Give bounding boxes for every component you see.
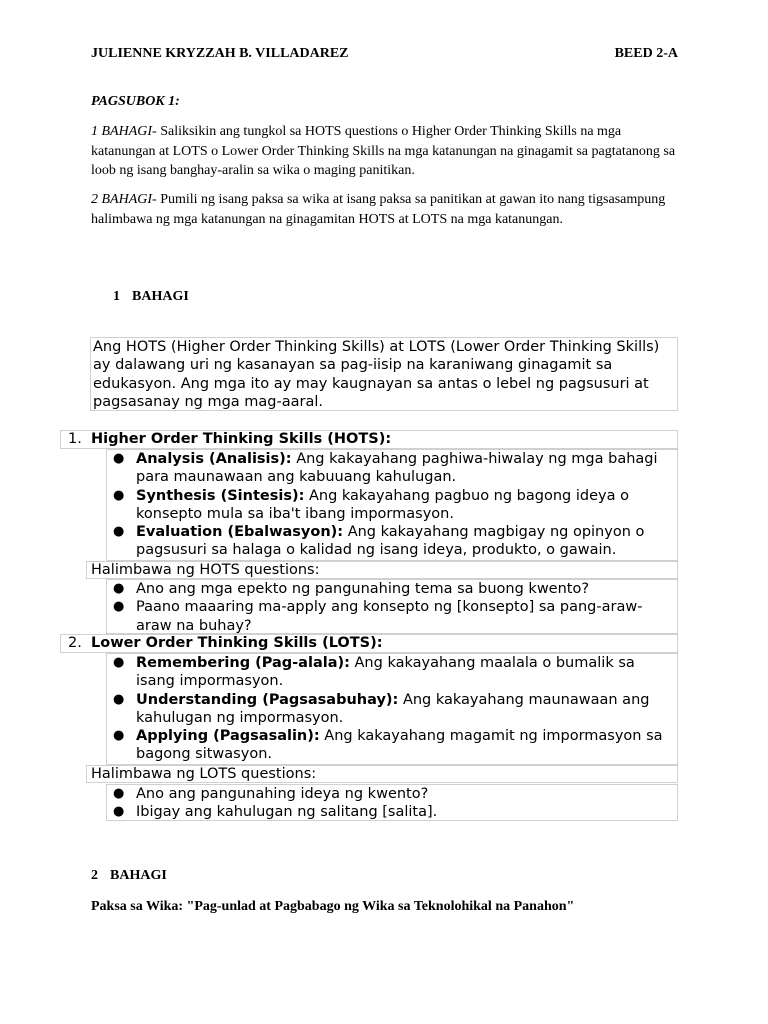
- section-1-number: 1: [113, 289, 120, 304]
- hots-number: 1.: [68, 431, 82, 447]
- list-item: [107, 803, 677, 821]
- skill-term: Applying (Pagsasalin):: [136, 728, 320, 745]
- skill-desc: Ang kakayahang maunawaan ang kahulugan ng impormasyon.: [136, 691, 650, 726]
- bullet-icon: ●: [113, 804, 125, 820]
- lots-number: 2.: [68, 635, 82, 651]
- section-2-heading: [91, 868, 167, 884]
- section-2-title: BAHAGI: [110, 868, 167, 883]
- skill-term: Understanding (Pagsasabuhay):: [136, 691, 399, 708]
- bullet-icon: ●: [113, 581, 125, 596]
- bullet-icon: ●: [113, 728, 125, 744]
- document-header: [91, 46, 678, 62]
- lots-heading: [60, 634, 678, 653]
- lots-examples-label: Halimbawa ng LOTS questions:: [86, 765, 678, 783]
- bullet-icon: ●: [113, 599, 125, 615]
- bullet-icon: ●: [113, 451, 125, 466]
- instruction-1-text: - Saliksikin ang tungkol sa HOTS questions o Higher Order Thinking Skills na mga katanungan at LOTS o Lower Order Thinking Skills na mga katanungan na ginagamit sa pagtatanong sa loob ng isang banghay-aralin sa wika o maging panitikan.: [91, 124, 676, 178]
- skill-term: Synthesis (Sintesis):: [136, 487, 305, 504]
- list-item: [107, 487, 677, 524]
- hots-example-list: [106, 579, 678, 634]
- list-item: [107, 598, 677, 635]
- list-item: [107, 523, 677, 560]
- example-question: Paano maaaring ma-apply ang konsepto ng [konsepto] sa pang-araw-araw na buhay?: [136, 599, 643, 634]
- section-1-heading: [113, 289, 189, 305]
- list-item: [107, 691, 677, 728]
- list-item: [107, 580, 677, 598]
- list-item: [107, 785, 677, 803]
- intro-paragraph: Ang HOTS (Higher Order Thinking Skills) at LOTS (Lower Order Thinking Skills) ay dalawang uri ng kasanayan sa pag-iisip na karaniwang ginagamit sa edukasyon. Ang mga ito ay may kaugnayan sa antas o lebel ng pagsusuri at pagsasanay ng mga mag-aaral.: [90, 337, 678, 411]
- skill-desc: Ang kakayahang maalala o bumalik sa isang impormasyon.: [136, 655, 635, 690]
- author-name: JULIENNE KRYZZAH B. VILLADAREZ: [91, 46, 349, 61]
- lots-skill-list: [106, 653, 678, 765]
- bullet-icon: ●: [113, 691, 125, 707]
- list-item: [107, 654, 677, 691]
- skill-term: Analysis (Analisis):: [136, 451, 292, 467]
- class-section: BEED 2-A: [614, 46, 678, 61]
- example-question: Ibigay ang kahulugan ng salitang [salita].: [136, 804, 438, 821]
- skill-desc: Ang kakayahang magbigay ng opinyon o pagsusuri sa halaga o kalidad ng isang ideya, produkto, o gawain.: [136, 524, 645, 559]
- list-item: [107, 727, 677, 764]
- bullet-icon: ●: [113, 655, 125, 670]
- hots-skill-list: [106, 449, 678, 561]
- bullet-icon: ●: [113, 487, 125, 503]
- instruction-2-label: 2 BAHAGI: [91, 192, 153, 207]
- language-topic: Paksa sa Wika: "Pag-unlad at Pagbabago ng Wika sa Teknolohikal na Panahon": [91, 899, 575, 914]
- bullet-icon: ●: [113, 524, 125, 540]
- skill-term: Evaluation (Ebalwasyon):: [136, 524, 344, 541]
- skill-term: Remembering (Pag-alala):: [136, 655, 350, 671]
- list-item: [107, 450, 677, 487]
- hots-heading: [60, 430, 678, 449]
- skill-desc: Ang kakayahang pagbuo ng bagong ideya o konsepto mula sa iba't ibang impormasyon.: [136, 487, 629, 522]
- instruction-2: [91, 190, 681, 229]
- instruction-1-label: 1 BAHAGI: [91, 124, 153, 139]
- section-1-title: BAHAGI: [132, 289, 189, 304]
- example-question: Ano ang mga epekto ng pangunahing tema sa buong kwento?: [136, 581, 590, 597]
- instruction-1: [91, 122, 681, 181]
- lots-title: Lower Order Thinking Skills (LOTS):: [91, 635, 383, 651]
- hots-examples-label: Halimbawa ng HOTS questions:: [86, 561, 678, 579]
- page-title: PAGSUBOK 1:: [91, 94, 180, 109]
- skill-desc: Ang kakayahang paghiwa-hiwalay ng mga bahagi para maunawaan ang kabuuang kahulugan.: [136, 451, 658, 486]
- example-question: Ano ang pangunahing ideya ng kwento?: [136, 786, 429, 802]
- section-2-number: 2: [91, 868, 98, 883]
- skill-desc: Ang kakayahang magamit ng impormasyon sa bagong sitwasyon.: [136, 728, 663, 763]
- lots-example-list: [106, 784, 678, 821]
- hots-title: Higher Order Thinking Skills (HOTS):: [91, 431, 392, 447]
- bullet-icon: ●: [113, 786, 125, 801]
- instruction-2-text: - Pumili ng isang paksa sa wika at isang paksa sa panitikan at gawan ito nang tigsasampung halimbawa ng mga katanungan na ginagamitan HOTS at LOTS na mga katanungan.: [91, 192, 666, 227]
